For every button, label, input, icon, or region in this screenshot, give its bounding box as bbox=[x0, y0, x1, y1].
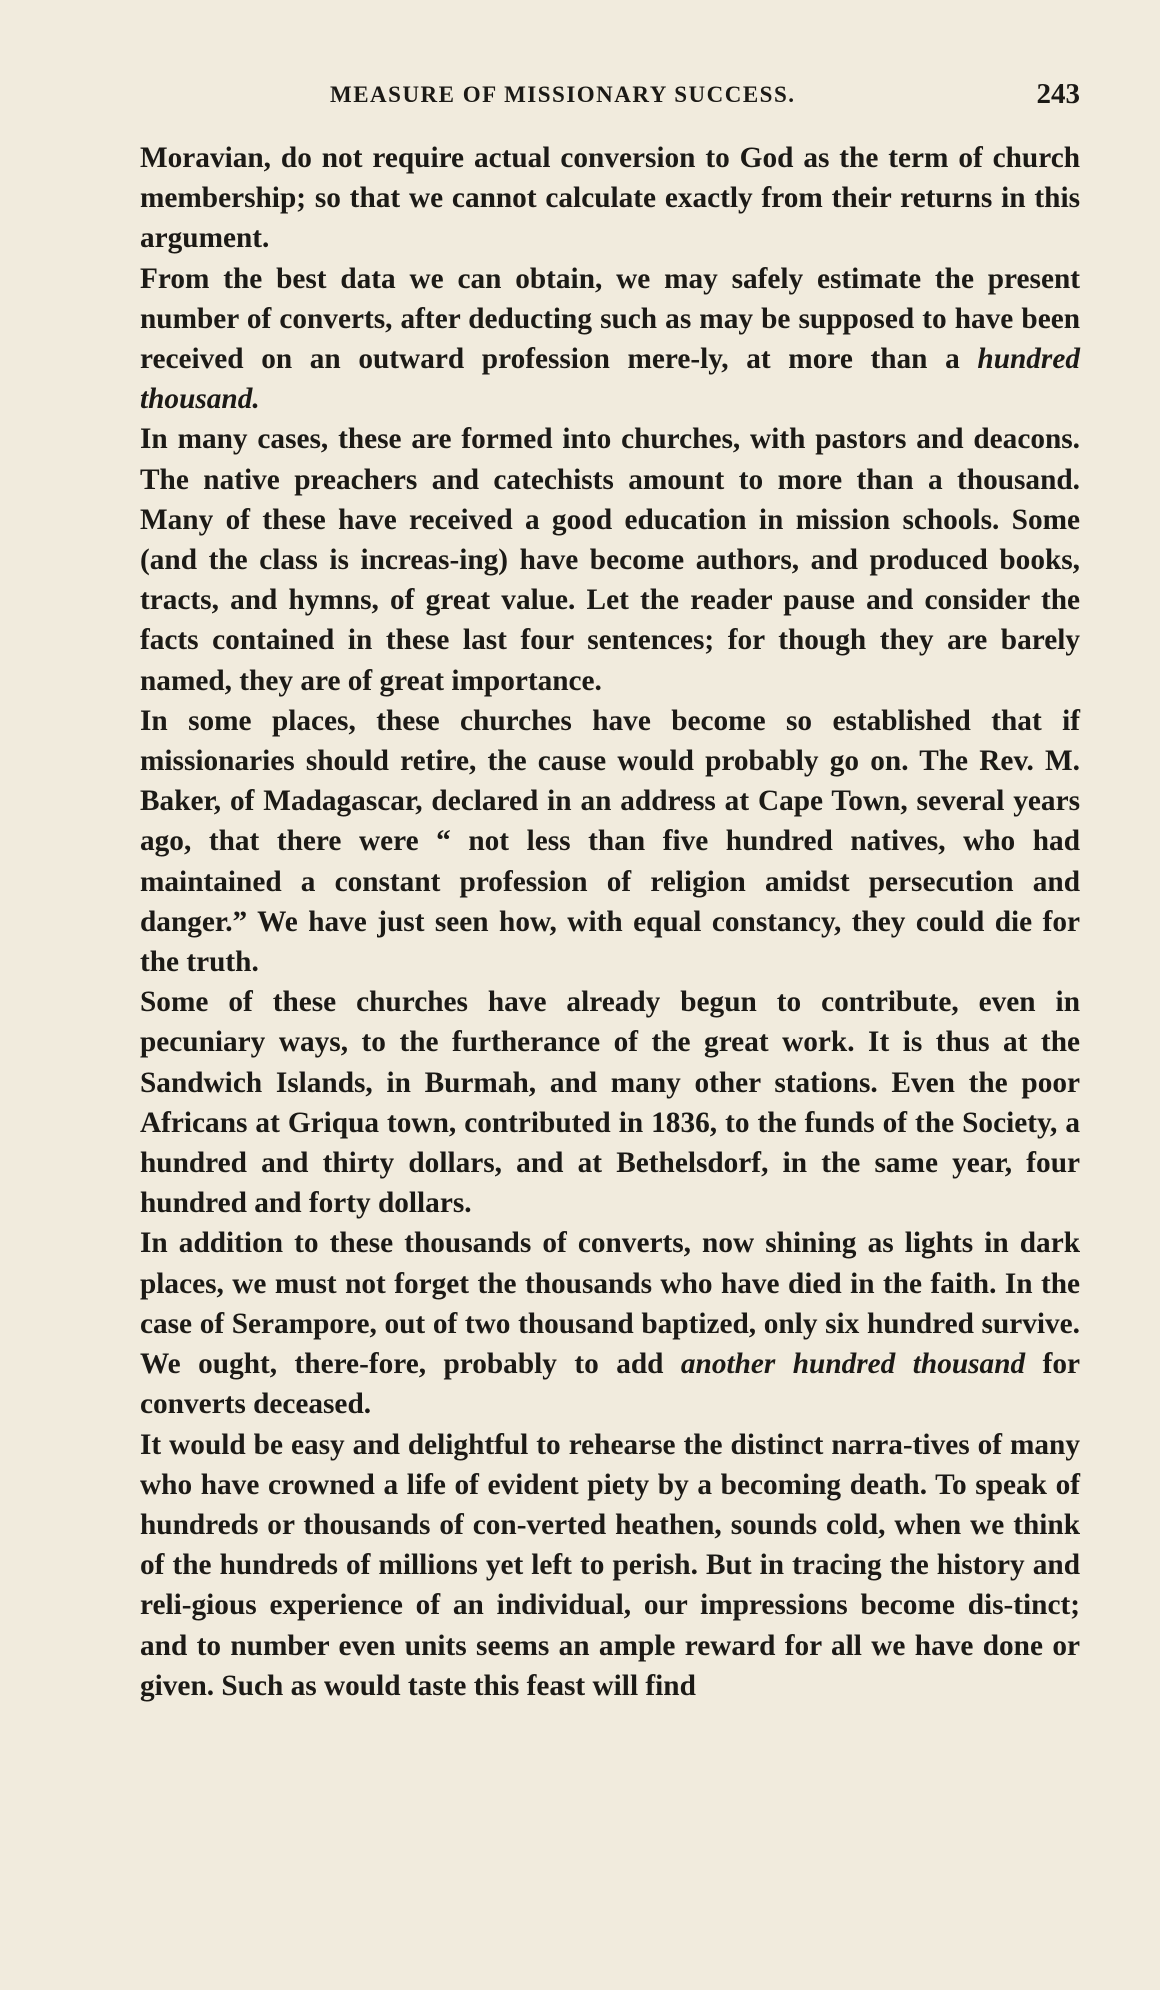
paragraph-2-emphasis: hundred thousand. bbox=[140, 343, 1080, 416]
page-body bbox=[140, 138, 1080, 1706]
page-number: 243 bbox=[1036, 78, 1080, 110]
paragraph-4: In some places, these churches have become so established that if missionaries should retire, the cause would probably go on. The Rev. M. Baker, of Madagascar, declared in an address at Cape Town, several years ago, that there were “ not less than five hundred natives, who had maintained a constant profession of religion amidst persecution and danger.” We have just seen how, with equal constancy, they could die for the truth. bbox=[140, 704, 1080, 979]
paragraph-1: Moravian, do not require actual conversion to God as the term of church membership; so that we cannot calculate exactly from their returns in this argument. bbox=[140, 142, 1080, 255]
paragraph-6-text-start: In addition to these thousands of converts, now shining as lights in dark places, we must not forget the thousands who have died in the faith. In the case of Serampore, out of two thousand baptized, only six hundred survive. We ought, there-fore, probably to add bbox=[140, 1227, 1080, 1381]
paragraph-3: In many cases, these are formed into churches, with pastors and deacons. The native preachers and catechists amount to more than a thousand. Many of these have received a good education in mission schools. Some (and the class is increas-ing) have become authors, and produced books, tracts, and hymns, of great value. Let the reader pause and consider the facts contained in these last four sentences; for though they are barely named, they are of great importance. bbox=[140, 423, 1080, 697]
page-header bbox=[140, 78, 1080, 118]
paragraph-5: Some of these churches have already begun to contribute, even in pecuniary ways, to the furtherance of the great work. It is thus at the Sandwich Islands, in Burmah, and many other stations. Even the poor Africans at Griqua town, contributed in 1836, to the funds of the Society, a hundred and thirty dollars, and at Bethelsdorf, in the same year, four hundred and forty dollars. bbox=[140, 986, 1080, 1220]
paragraph-2-text: From the best data we can obtain, we may safely estimate the present number of converts, after deducting such as may be supposed to have been received on an outward profession mere-ly, at more than a bbox=[140, 262, 1080, 376]
paragraph-7: It would be easy and delightful to rehearse the distinct narra-tives of many who have crowned a life of evident piety by a becoming death. To speak of hundreds or thousands of con-verted heathen, sounds cold, when we think of the hundreds of millions yet left to perish. But in tracing the history and reli-gious experience of an individual, our impressions become dis-tinct; and to number even units seems an ample reward for all we have done or given. Such as would taste this feast will find bbox=[140, 1428, 1080, 1702]
paragraph-2 bbox=[140, 259, 1080, 420]
paragraph-6 bbox=[140, 1223, 1080, 1424]
paragraph-6-text-end: for converts deceased. bbox=[140, 1348, 1080, 1421]
running-title: MEASURE OF MISSIONARY SUCCESS. bbox=[330, 82, 796, 107]
paragraph-6-emphasis: another hundred thousand bbox=[680, 1348, 1026, 1381]
